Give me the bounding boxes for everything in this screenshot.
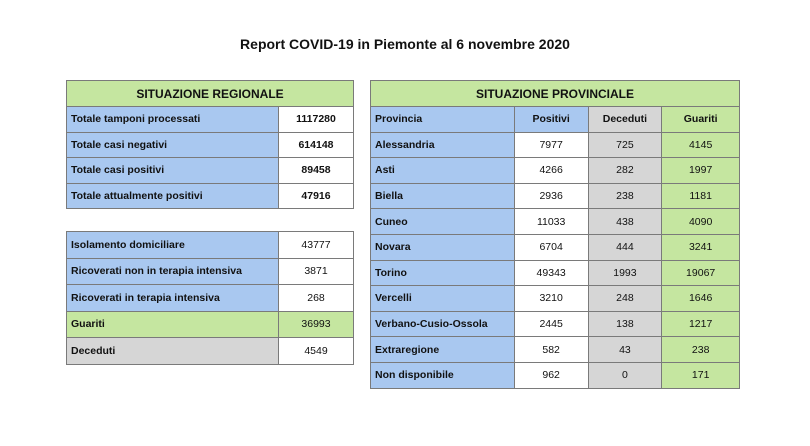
row-value: 614148 — [279, 132, 354, 158]
province-name: Torino — [371, 260, 515, 286]
province-name: Alessandria — [371, 132, 515, 158]
table-row — [371, 260, 740, 286]
table-row — [371, 234, 740, 260]
table-row — [67, 107, 354, 133]
row-label: Ricoverati in terapia intensiva — [67, 285, 279, 312]
row-value: 47916 — [279, 183, 354, 209]
positivi-value: 6704 — [514, 234, 588, 260]
table-row — [67, 338, 354, 365]
deceduti-value: 444 — [588, 234, 662, 260]
deceduti-value: 282 — [588, 158, 662, 184]
province-name: Non disponibile — [371, 362, 515, 388]
row-label: Totale tamponi processati — [67, 107, 279, 133]
deceduti-value: 43 — [588, 337, 662, 363]
column-header: Deceduti — [588, 107, 662, 133]
guariti-value: 1646 — [662, 286, 740, 312]
row-label: Totale casi positivi — [67, 158, 279, 184]
deceduti-value: 0 — [588, 362, 662, 388]
provincial-table — [370, 80, 740, 389]
table-row — [67, 258, 354, 285]
row-value: 36993 — [279, 311, 354, 338]
deceduti-value: 248 — [588, 286, 662, 312]
positivi-value: 7977 — [514, 132, 588, 158]
guariti-value: 3241 — [662, 234, 740, 260]
positivi-value: 49343 — [514, 260, 588, 286]
positivi-value: 4266 — [514, 158, 588, 184]
guariti-value: 1181 — [662, 183, 740, 209]
table-row — [371, 286, 740, 312]
deceduti-value: 1993 — [588, 260, 662, 286]
table-row — [371, 362, 740, 388]
table-row — [67, 183, 354, 209]
province-name: Novara — [371, 234, 515, 260]
row-label: Deceduti — [67, 338, 279, 365]
province-name: Extraregione — [371, 337, 515, 363]
row-value: 89458 — [279, 158, 354, 184]
regional-summary-table — [66, 80, 354, 209]
report-title: Report COVID-19 in Piemonte al 6 novembre 2020 — [240, 36, 570, 52]
column-header: Guariti — [662, 107, 740, 133]
table-row — [67, 158, 354, 184]
table-row — [67, 232, 354, 259]
positivi-value: 2445 — [514, 311, 588, 337]
positivi-value: 962 — [514, 362, 588, 388]
row-label: Totale casi negativi — [67, 132, 279, 158]
table-row — [67, 311, 354, 338]
table-row — [371, 337, 740, 363]
positivi-value: 582 — [514, 337, 588, 363]
row-label: Isolamento domiciliare — [67, 232, 279, 259]
row-value: 3871 — [279, 258, 354, 285]
guariti-value: 1997 — [662, 158, 740, 184]
row-value: 4549 — [279, 338, 354, 365]
table-row — [371, 158, 740, 184]
deceduti-value: 238 — [588, 183, 662, 209]
row-label: Ricoverati non in terapia intensiva — [67, 258, 279, 285]
table-row — [371, 209, 740, 235]
deceduti-value: 138 — [588, 311, 662, 337]
table-row — [67, 285, 354, 312]
column-header: Provincia — [371, 107, 515, 133]
provincial-header: SITUAZIONE PROVINCIALE — [371, 81, 740, 107]
guariti-value: 238 — [662, 337, 740, 363]
column-header-row — [371, 107, 740, 133]
guariti-value: 4090 — [662, 209, 740, 235]
table-row — [371, 132, 740, 158]
row-value: 43777 — [279, 232, 354, 259]
row-value: 1117280 — [279, 107, 354, 133]
guariti-value: 19067 — [662, 260, 740, 286]
province-name: Vercelli — [371, 286, 515, 312]
table-row — [371, 183, 740, 209]
positivi-value: 11033 — [514, 209, 588, 235]
deceduti-value: 725 — [588, 132, 662, 158]
regional-detail-table — [66, 231, 354, 365]
table-row — [371, 311, 740, 337]
table-row — [67, 132, 354, 158]
province-name: Asti — [371, 158, 515, 184]
row-value: 268 — [279, 285, 354, 312]
province-name: Cuneo — [371, 209, 515, 235]
regional-header: SITUAZIONE REGIONALE — [67, 81, 354, 107]
column-header: Positivi — [514, 107, 588, 133]
guariti-value: 1217 — [662, 311, 740, 337]
province-name: Verbano-Cusio-Ossola — [371, 311, 515, 337]
row-label: Guariti — [67, 311, 279, 338]
positivi-value: 3210 — [514, 286, 588, 312]
positivi-value: 2936 — [514, 183, 588, 209]
province-name: Biella — [371, 183, 515, 209]
guariti-value: 4145 — [662, 132, 740, 158]
row-label: Totale attualmente positivi — [67, 183, 279, 209]
guariti-value: 171 — [662, 362, 740, 388]
deceduti-value: 438 — [588, 209, 662, 235]
